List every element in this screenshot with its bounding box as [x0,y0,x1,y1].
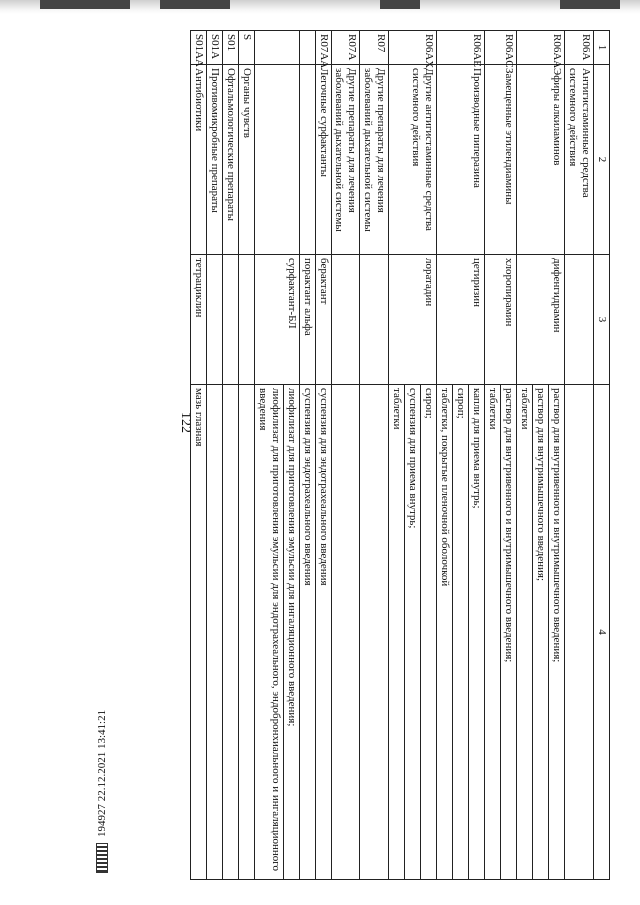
table-row [360,31,389,880]
substance-cell: порактант альфа [299,255,315,385]
table-row [299,31,315,880]
group-name-cell: Производные пиперазина [437,65,485,255]
dosage-forms-cell [437,385,485,880]
footer [96,710,108,873]
dosage-form: сироп; [454,385,469,879]
group-name-cell: Противомикробные препараты [206,65,222,255]
table-row [389,31,437,880]
barcode-stamp [96,843,108,873]
substance-cell: дифенгидрамин [517,255,565,385]
dosage-forms-cell [299,385,315,880]
dosage-form: суспензия для приема внутрь; [406,385,421,879]
group-name-cell: Легочные сурфактанты [315,65,331,255]
page-number: 122 [178,412,193,433]
dosage-form: раствор для внутривенного и внутримышечного введения; [551,388,564,663]
substance-cell: берактант [315,255,331,385]
dosage-forms-cell [315,385,331,880]
dosage-form: таблетки [390,385,405,879]
dosage-form: таблетки, покрытые пленочной оболочкой [438,385,453,879]
substance-cell [565,255,594,385]
table-row [238,31,254,880]
group-name-cell: Органы чувств [238,65,254,255]
table-row [222,31,238,880]
atc-code-cell [299,31,315,65]
table-row [190,31,206,880]
scan-artifact [40,0,130,9]
atc-code-cell: R06AC [485,31,517,65]
dosage-form: суспензия для эндотрахеального введения [317,388,330,586]
atc-code-cell: S01 [222,31,238,65]
substance-cell [238,255,254,385]
dosage-forms-cell [485,385,517,880]
substance-cell [206,255,222,385]
scan-edge [0,0,640,14]
group-name-cell: Антибиотики [190,65,206,255]
group-name-cell [254,65,299,255]
atc-code-cell: S01A [206,31,222,65]
footer-id: 194927 22.12.2021 13:41:21 [96,709,108,837]
atc-code-cell: R07 [360,31,389,65]
substance-cell: цетиризин [437,255,485,385]
dosage-forms-cell [517,385,565,880]
table-row [517,31,565,880]
atc-code-cell: R06AX [389,31,437,65]
table-row [485,31,517,880]
group-name-cell: Офтальмологические препараты [222,65,238,255]
dosage-forms-cell [565,385,594,880]
atc-code-cell [254,31,299,65]
col-header-2: 2 [594,65,610,255]
dosage-forms-cell [190,385,206,880]
dosage-form: таблетки [518,385,533,879]
atc-code-cell: R07AA [315,31,331,65]
atc-code-cell: S01AA [190,31,206,65]
group-name-cell: Антигистаминные средства системного действия [565,65,594,255]
table-row [437,31,485,880]
atc-code-cell: R06A [565,31,594,65]
header-row [594,31,610,880]
group-name-cell: Другие антигистаминные средства системного действия [389,65,437,255]
dosage-forms-cell [222,385,238,880]
table-row [254,31,299,880]
substance-cell: лоратадин [389,255,437,385]
dosage-forms-cell [206,385,222,880]
dosage-form: сироп; [423,388,436,419]
dosage-form: суспензия для эндотрахеального введения [301,388,314,586]
substance-cell: сурфактант-БЛ [254,255,299,385]
scan-artifact [160,0,230,9]
atc-code-cell: R07A [331,31,360,65]
group-name-cell: Другие препараты для лечения заболеваний дыхательной системы [331,65,360,255]
table-row [331,31,360,880]
table-row [206,31,222,880]
scan-artifact [380,0,420,9]
col-header-4: 4 [594,385,610,880]
dosage-form: мазь глазная [192,388,205,447]
scan-artifact [560,0,620,9]
table-body [190,31,593,880]
dosage-form: раствор для внутримышечного введения; [534,385,549,879]
dosage-forms-cell [331,385,360,880]
dosage-forms-cell [389,385,437,880]
dosage-forms-cell [254,385,299,880]
table-row [565,31,594,880]
group-name-cell: Замещенные этилендиамины [485,65,517,255]
col-header-3: 3 [594,255,610,385]
substance-cell: тетрациклин [190,255,206,385]
group-name-cell [299,65,315,255]
dosage-form: таблетки [486,385,501,879]
substance-cell [331,255,360,385]
group-name-cell: Другие препараты для лечения заболеваний дыхательной системы [360,65,389,255]
col-header-1: 1 [594,31,610,65]
dosage-form: лиофилизат для приготовления эмульсии для ингаляционного введения; [285,388,298,727]
atc-code-cell: S [238,31,254,65]
substance-cell [360,255,389,385]
substance-cell [222,255,238,385]
substance-cell: хлоропирамин [485,255,517,385]
rotated-page [80,30,610,880]
dosage-form: раствор для внутривенного и внутримышечного введения; [503,388,516,663]
dosage-form: капли для приема внутрь; [471,388,484,509]
atc-code-cell: R06AE [437,31,485,65]
dosage-forms-cell [360,385,389,880]
drug-table [190,30,610,880]
table-row [315,31,331,880]
dosage-form: лиофилизат для приготовления эмульсии для эндотрахеального, эндобронхиального и ингаляционного введения [256,385,284,879]
dosage-forms-cell [238,385,254,880]
group-name-cell: Эфиры алкиламинов [517,65,565,255]
atc-code-cell: R06AA [517,31,565,65]
